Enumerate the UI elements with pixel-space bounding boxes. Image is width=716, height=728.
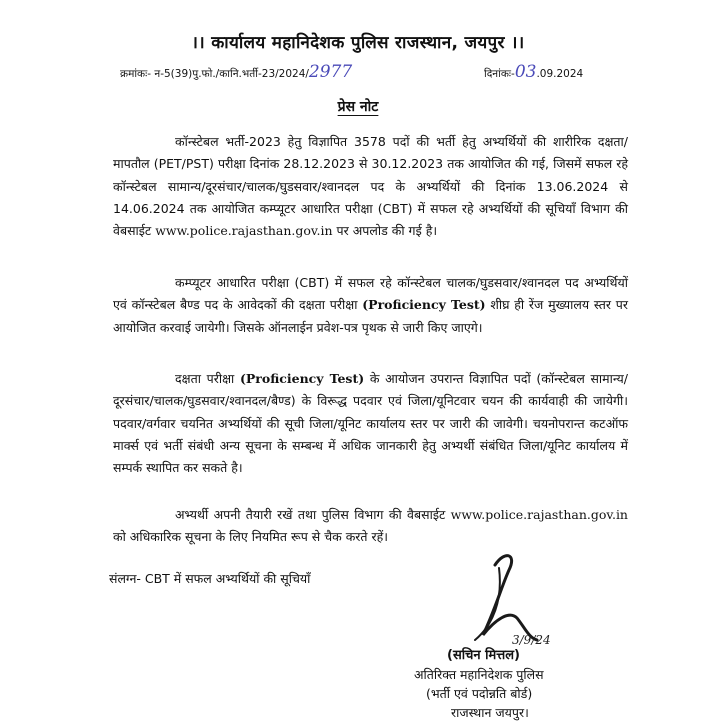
signatory-department: (भर्ती एवं पदोन्नति बोर्ड) [426, 686, 533, 701]
signatory-designation: अतिरिक्त महानिदेशक पुलिस [414, 667, 544, 682]
paragraph-2: कम्प्यूटर आधारित परीक्षा (CBT) में सफल रहे कॉन्स्टेबल चालक/घुडसवार/श्वानदल पद अभ्यर्थियों एवं कॉन्स्टेबल बैण्ड पद के आवेदकों की दक्षता परीक्षा (Proficiency Test) शीघ्र ही रेंज मुख्यालय स्तर पर आयोजित करवाई जायेगी। जिसके ऑनलाईन प्रवेश-पत्र पृथक से जारी किए जाएगे। [113, 275, 628, 335]
reference-prefix: क्रमांकः- न-5(39)पु.फो./कानि.भर्ती-23/2024/ [120, 68, 309, 80]
proficiency-test-term: (Proficiency Test) [362, 297, 486, 313]
paragraph-4: अभ्यर्थी अपनी तैयारी रखें तथा पुलिस विभाग की वैबसाईट www.police.rajasthan.gov.in को अधिकारिक सूचना के लिए नियमित रूप से चैक करते रहें। [113, 507, 628, 545]
paragraph-3: दक्षता परीक्षा (Proficiency Test) के आयोजन उपरान्त विज्ञापित पदों (कॉन्स्टेबल सामान्य/दूरसंचार/चालक/घुडसवार/श्वानदल/बैण्ड) के विरूद्ध पदवार एवं जिला/यूनिटवार चयन की कार्यवाही की जायेगी। पदवार/वर्गवार चयनित अभ्यर्थियों की सूची जिला/यूनिट कार्यालय स्तर पर जारी की जावेगी। चयनोपरान्त कटऑफ मार्क्स एवं भर्ती संबंधी अन्य सूचना के सम्बन्ध में अधिक जानकारी हेतु अभ्यर्थी संबंधित जिला/यूनिट कार्यालय में सम्पर्क स्थापित कर सकते है। [113, 371, 629, 476]
date-suffix: .09.2024 [536, 68, 584, 80]
website-link[interactable]: www.police.rajasthan.gov.in [155, 223, 333, 239]
signature-handwritten-date: 3/9/24 [512, 633, 551, 647]
website-link[interactable]: www.police.rajasthan.gov.in [450, 507, 628, 522]
paragraph-1: कॉन्स्टेबल भर्ती-2023 हेतु विज्ञापित 3578 पदों की भर्ती हेतु अभ्यर्थियों की शारीरिक दक्षता/मापतौल (PET/PST) परीक्षा दिनांक 28.12.2023 से 30.12.2023 तक आयोजित की गई, जिसमें सफल रहे कॉन्स्टेबल सामान्य/दूरसंचार/चालक/घुडसवार/श्वानदल पद के अभ्यर्थियों की दिनांक 13.06.2024 से 14.06.2024 तक आयोजित कम्प्यूटर आधारित परीक्षा (CBT) में सफल रहे अभ्यर्थियों की सूचियाँ विभाग की वेबसाईट www.police.rajasthan.gov.in पर अपलोड की गई है। [113, 134, 628, 239]
date-prefix: दिनांकः- [484, 68, 515, 80]
enclosure-note: संलग्न- CBT में सफल अभ्यर्थियों की सूचियाँ [109, 571, 311, 586]
office-title: ।। कार्यालय महानिदेशक पुलिस राजस्थान, जयपुर ।। [191, 33, 525, 53]
reference-number [120, 62, 352, 82]
proficiency-test-term: (Proficiency Test) [239, 371, 365, 386]
press-note-heading: प्रेस नोट [337, 99, 379, 115]
reference-handwritten-number: 2977 [308, 62, 353, 82]
signatory-place: राजस्थान जयपुर। [451, 705, 529, 720]
document-date [484, 62, 583, 82]
signatory-name: (सचिन मित्तल) [447, 648, 520, 663]
date-handwritten-day: 03 [514, 62, 537, 82]
